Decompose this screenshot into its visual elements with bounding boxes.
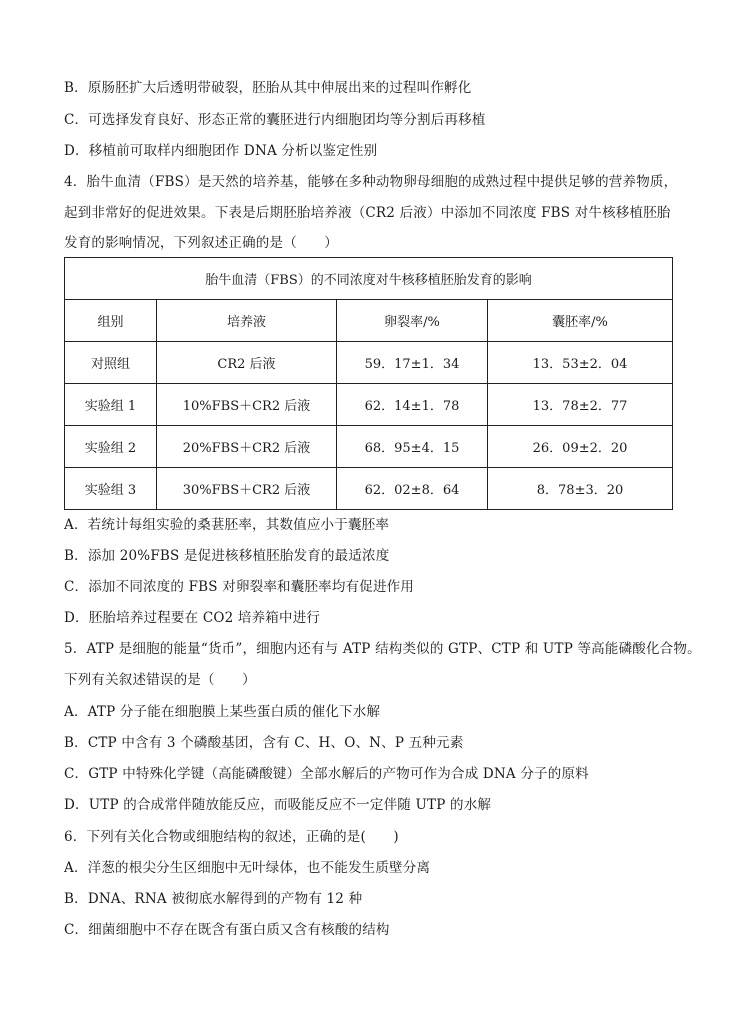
q4-option-b: B．添加 20%FBS 是促进核移植胚胎发育的最适浓度 bbox=[64, 548, 390, 564]
q5-option-b: B．CTP 中含有 3 个磷酸基团，含有 C、H、O、N、P 五种元素 bbox=[64, 735, 464, 751]
q5-stem-line-1: 5．ATP 是细胞的能量“货币”，细胞内还有与 ATP 结构类似的 GTP、CTP 和 UTP 等高能磷酸化合物。 bbox=[64, 641, 701, 657]
cell-blastocyst: 13．78±2．77 bbox=[488, 384, 673, 426]
q6-option-b: B．DNA、RNA 被彻底水解得到的产物有 12 种 bbox=[64, 891, 363, 907]
header-group: 组别 bbox=[65, 300, 157, 342]
cell-blastocyst: 26．09±2．20 bbox=[488, 426, 673, 468]
q6-option-c: C．细菌细胞中不存在既含有蛋白质又含有核酸的结构 bbox=[64, 922, 390, 938]
cell-group: 对照组 bbox=[65, 342, 157, 384]
cell-cleavage: 62．14±1．78 bbox=[337, 384, 488, 426]
prev-option-c: C．可选择发育良好、形态正常的囊胚进行内细胞团均等分割后再移植 bbox=[64, 112, 486, 128]
cell-cleavage: 68．95±4．15 bbox=[337, 426, 488, 468]
table-row bbox=[65, 342, 673, 384]
header-cleavage-rate: 卵裂率/% bbox=[337, 300, 488, 342]
header-medium: 培养液 bbox=[157, 300, 337, 342]
table-header-row bbox=[65, 300, 673, 342]
cell-medium: CR2 后液 bbox=[157, 342, 337, 384]
q4-option-a: A．若统计每组实验的桑葚胚率，其数值应小于囊胚率 bbox=[64, 517, 390, 533]
q6-option-a: A．洋葱的根尖分生区细胞中无叶绿体，也不能发生质壁分离 bbox=[64, 860, 431, 876]
header-blastocyst-rate: 囊胚率/% bbox=[488, 300, 673, 342]
q5-option-c: C．GTP 中特殊化学键（高能磷酸键）全部水解后的产物可作为合成 DNA 分子的原料 bbox=[64, 766, 589, 782]
cell-cleavage: 62．02±8．64 bbox=[337, 468, 488, 510]
prev-option-d: D．移植前可取样内细胞团作 DNA 分析以鉴定性别 bbox=[64, 143, 378, 159]
table-row bbox=[65, 468, 673, 510]
cell-medium: 10%FBS＋CR2 后液 bbox=[157, 384, 337, 426]
table-row bbox=[65, 384, 673, 426]
q4-stem-line-3: 发育的影响情况，下列叙述正确的是（ ） bbox=[64, 235, 338, 251]
cell-blastocyst: 8．78±3．20 bbox=[488, 468, 673, 510]
table-row bbox=[65, 426, 673, 468]
q4-stem-line-2: 起到非常好的促进效果。下表是后期胚胎培养液（CR2 后液）中添加不同浓度 FBS 对牛核移植胚胎 bbox=[64, 205, 671, 221]
fbs-table bbox=[64, 257, 673, 510]
cell-group: 实验组 3 bbox=[65, 468, 157, 510]
q5-stem-line-2: 下列有关叙述错误的是（ ） bbox=[64, 672, 256, 688]
cell-medium: 30%FBS＋CR2 后液 bbox=[157, 468, 337, 510]
q5-option-d: D．UTP 的合成常伴随放能反应，而吸能反应不一定伴随 UTP 的水解 bbox=[64, 797, 492, 813]
prev-option-b: B．原肠胚扩大后透明带破裂，胚胎从其中伸展出来的过程叫作孵化 bbox=[64, 80, 472, 96]
cell-medium: 20%FBS＋CR2 后液 bbox=[157, 426, 337, 468]
cell-group: 实验组 2 bbox=[65, 426, 157, 468]
q6-stem: 6．下列有关化合物或细胞结构的叙述，正确的是( ) bbox=[64, 829, 399, 845]
cell-group: 实验组 1 bbox=[65, 384, 157, 426]
q4-stem-line-1: 4．胎牛血清（FBS）是天然的培养基，能够在多种动物卵母细胞的成熟过程中提供足够的营养物质， bbox=[64, 174, 678, 190]
cell-cleavage: 59．17±1．34 bbox=[337, 342, 488, 384]
q5-option-a: A．ATP 分子能在细胞膜上某些蛋白质的催化下水解 bbox=[64, 704, 381, 720]
table-caption-row bbox=[65, 258, 673, 300]
cell-blastocyst: 13．53±2．04 bbox=[488, 342, 673, 384]
q4-option-c: C．添加不同浓度的 FBS 对卵裂率和囊胚率均有促进作用 bbox=[64, 579, 415, 595]
q4-option-d: D．胚胎培养过程要在 CO2 培养箱中进行 bbox=[64, 610, 321, 626]
table-caption: 胎牛血清（FBS）的不同浓度对牛核移植胚胎发育的影响 bbox=[65, 258, 673, 300]
